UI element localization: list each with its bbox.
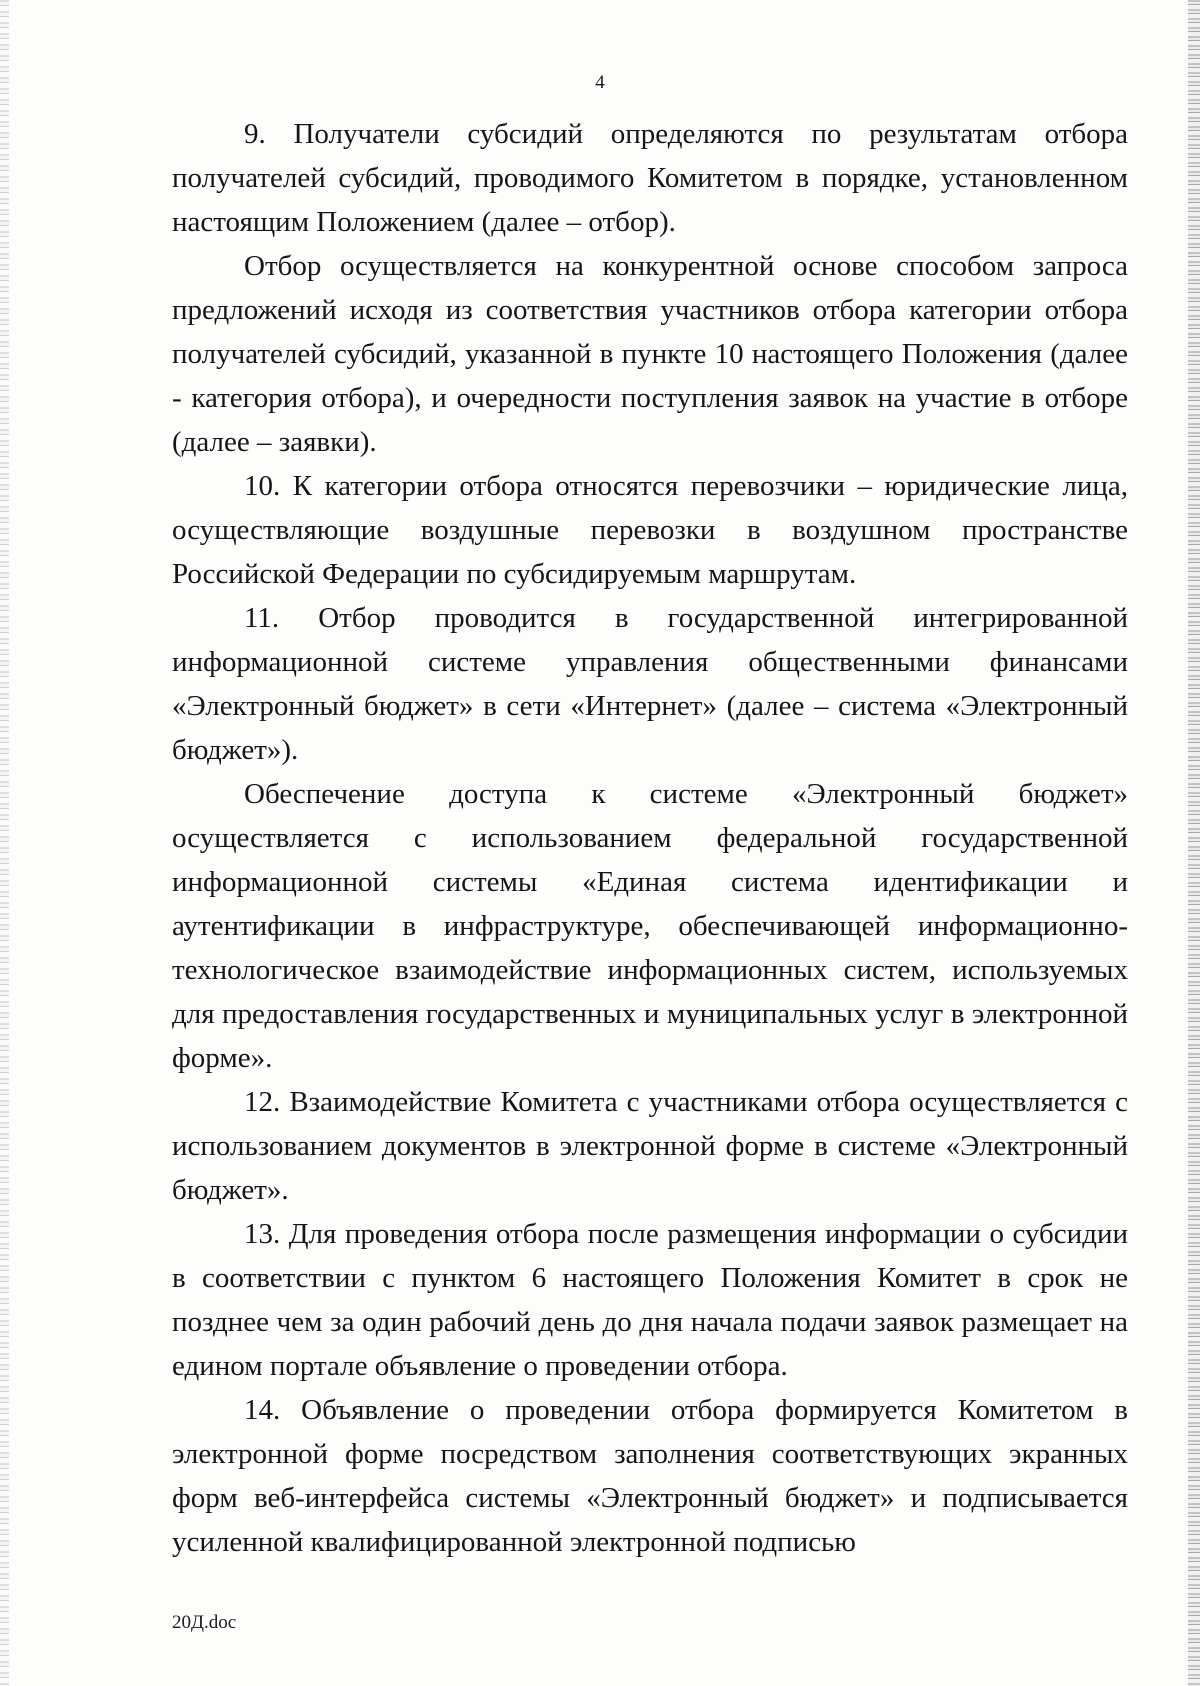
document-body: [172, 112, 1128, 1564]
scan-edge-left: [0, 0, 9, 1686]
paragraph-13: 13. Для проведения отбора после размещения информации о субсидии в соответствии с пунктом 6 настоящего Положения Комитет в срок не позднее чем за один рабочий день до дня начала подачи заявок размещает на едином портале объявление о проведении отбора.: [172, 1218, 1128, 1382]
paragraph-11: 11. Отбор проводится в государственной интегрированной информационной системе управления общественными финансами «Электронный бюджет» в сети «Интернет» (далее – система «Электронный бюджет»).: [172, 602, 1128, 766]
page-number: 4: [595, 72, 605, 93]
paragraph-12: 12. Взаимодействие Комитета с участниками отбора осуществляется с использованием документов в электронной форме в системе «Электронный бюджет».: [172, 1086, 1128, 1206]
paragraph-access: Обеспечение доступа к системе «Электронный бюджет» осуществляется с использованием федеральной государственной информационной системы «Единая система идентификации и аутентификации в инфраструктуре, обеспечивающей информационно-технологическое взаимодействие информационных систем, используемых для предоставления государственных и муниципальных услуг в электронной форме».: [172, 778, 1128, 1074]
paragraph-14: 14. Объявление о проведении отбора формируется Комитетом в электронной форме посредством заполнения соответствующих экранных форм веб-интерфейса системы «Электронный бюджет» и подписывается усиленной квалифицированной электронной подписью: [172, 1394, 1128, 1558]
footer-filename: 20Д.doc: [172, 1612, 237, 1633]
paragraph-9: 9. Получатели субсидий определяются по результатам отбора получателей субсидий, проводимого Комитетом в порядке, установленном настоящим Положением (далее – отбор).: [172, 118, 1128, 238]
scan-edge-right: [1188, 0, 1200, 1686]
paragraph-selection-method: Отбор осуществляется на конкурентной основе способом запроса предложений исходя из соответствия участников отбора категории отбора получателей субсидий, указанной в пункте 10 настоящего Положения (далее - категория отбора), и очередности поступления заявок на участие в отборе (далее – заявки).: [172, 250, 1128, 458]
paragraph-10: 10. К категории отбора относятся перевозчики – юридические лица, осуществляющие воздушные перевозки в воздушном пространстве Российской Федерации по субсидируемым маршрутам.: [172, 470, 1128, 590]
